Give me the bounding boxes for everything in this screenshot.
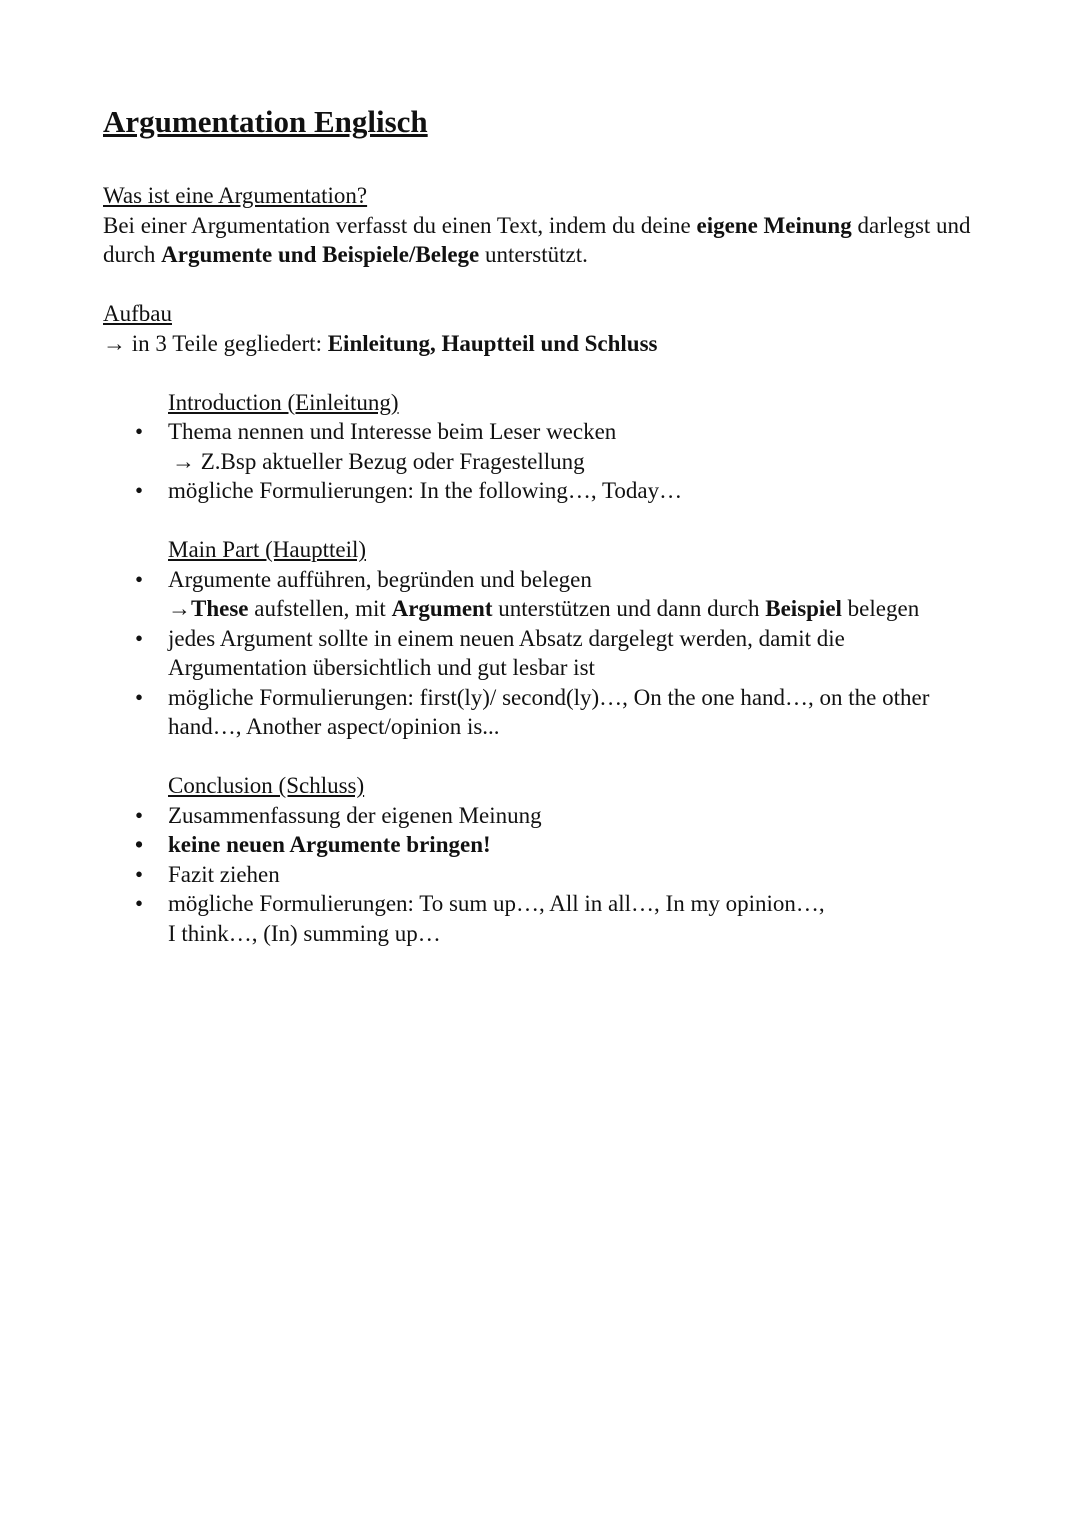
list-item (103, 860, 983, 890)
list-item-text: • Thema nennen und Interesse beim Leser wecken (168, 419, 617, 444)
aufbau-text: in 3 Teile gegliedert: (126, 330, 328, 356)
list-item-text: I think…, (In) summing up… (168, 920, 441, 946)
bold-beispiel: Beispiel (765, 596, 842, 621)
intro-text-3: unterstützt. (479, 242, 588, 267)
list-item (103, 683, 983, 742)
intro-bold-1: eigene Meinung (696, 212, 852, 238)
aufbau-line (103, 329, 983, 359)
spacer (103, 270, 983, 300)
spacer (103, 358, 983, 388)
list-item-text: • Argumente aufführen, begründen und belegen (168, 566, 592, 592)
list-item (103, 565, 983, 624)
intro-paragraph (103, 211, 983, 270)
subtext-part: unterstützen und dann durch (492, 596, 766, 621)
list-item-text: • keine neuen Argumente bringen! (168, 832, 491, 857)
document-title: Argumentation Englisch (103, 104, 428, 139)
list-item (103, 801, 983, 831)
spacer (103, 506, 983, 536)
list-item-text: • mögliche Formulierungen: In the following…, Today… (168, 478, 683, 503)
list-item (103, 889, 983, 948)
conclusion-list (103, 801, 983, 949)
spacer (103, 742, 983, 772)
list-item (103, 624, 983, 683)
main-part-list (103, 565, 983, 742)
main-part-heading: Main Part (Hauptteil) (168, 537, 367, 562)
subtext-part: aufstellen, mit (248, 596, 392, 621)
subtext-part: belegen (841, 596, 920, 621)
list-item-text: • Zusammenfassung der eigenen Meinung (168, 802, 542, 828)
bold-argument: Argument (391, 596, 493, 621)
introduction-list (103, 417, 983, 506)
list-item-text: • mögliche Formulierungen: first(ly)/ second(ly)…, On the one hand…, on the other hand…, Another aspect/opinion is... (168, 684, 930, 739)
arrow-icon: → (168, 596, 191, 621)
intro-bold-2: Argumente und Beispiele/Belege (161, 242, 480, 267)
list-item-text: • Fazit ziehen (168, 861, 280, 887)
list-item-text: • mögliche Formulierungen: To sum up…, All in all…, In my opinion…, (168, 891, 825, 916)
list-item (103, 830, 983, 860)
aufbau-bold: Einleitung, Hauptteil und Schluss (327, 330, 658, 356)
document-page (103, 103, 983, 948)
list-item-subtext: → Z.Bsp aktueller Bezug oder Fragestellung (172, 448, 585, 474)
list-item-subtext (168, 594, 983, 624)
intro-text-1: Bei einer Argumentation verfasst du einen Text, indem du deine (103, 212, 697, 238)
bold-these: These (191, 596, 249, 621)
aufbau-heading: Aufbau (103, 301, 172, 326)
intro-text-2: darlegst und durch (103, 212, 971, 267)
conclusion-heading: Conclusion (Schluss) (168, 773, 365, 798)
list-item (103, 417, 983, 476)
list-item (103, 476, 983, 506)
intro-question: Was ist eine Argumentation? (103, 183, 368, 208)
arrow-icon: → (103, 330, 126, 356)
list-item-text: • jedes Argument sollte in einem neuen Absatz dargelegt werden, damit die Argumentation übersichtlich und gut lesbar ist (168, 625, 845, 680)
introduction-heading: Introduction (Einleitung) (168, 389, 399, 415)
